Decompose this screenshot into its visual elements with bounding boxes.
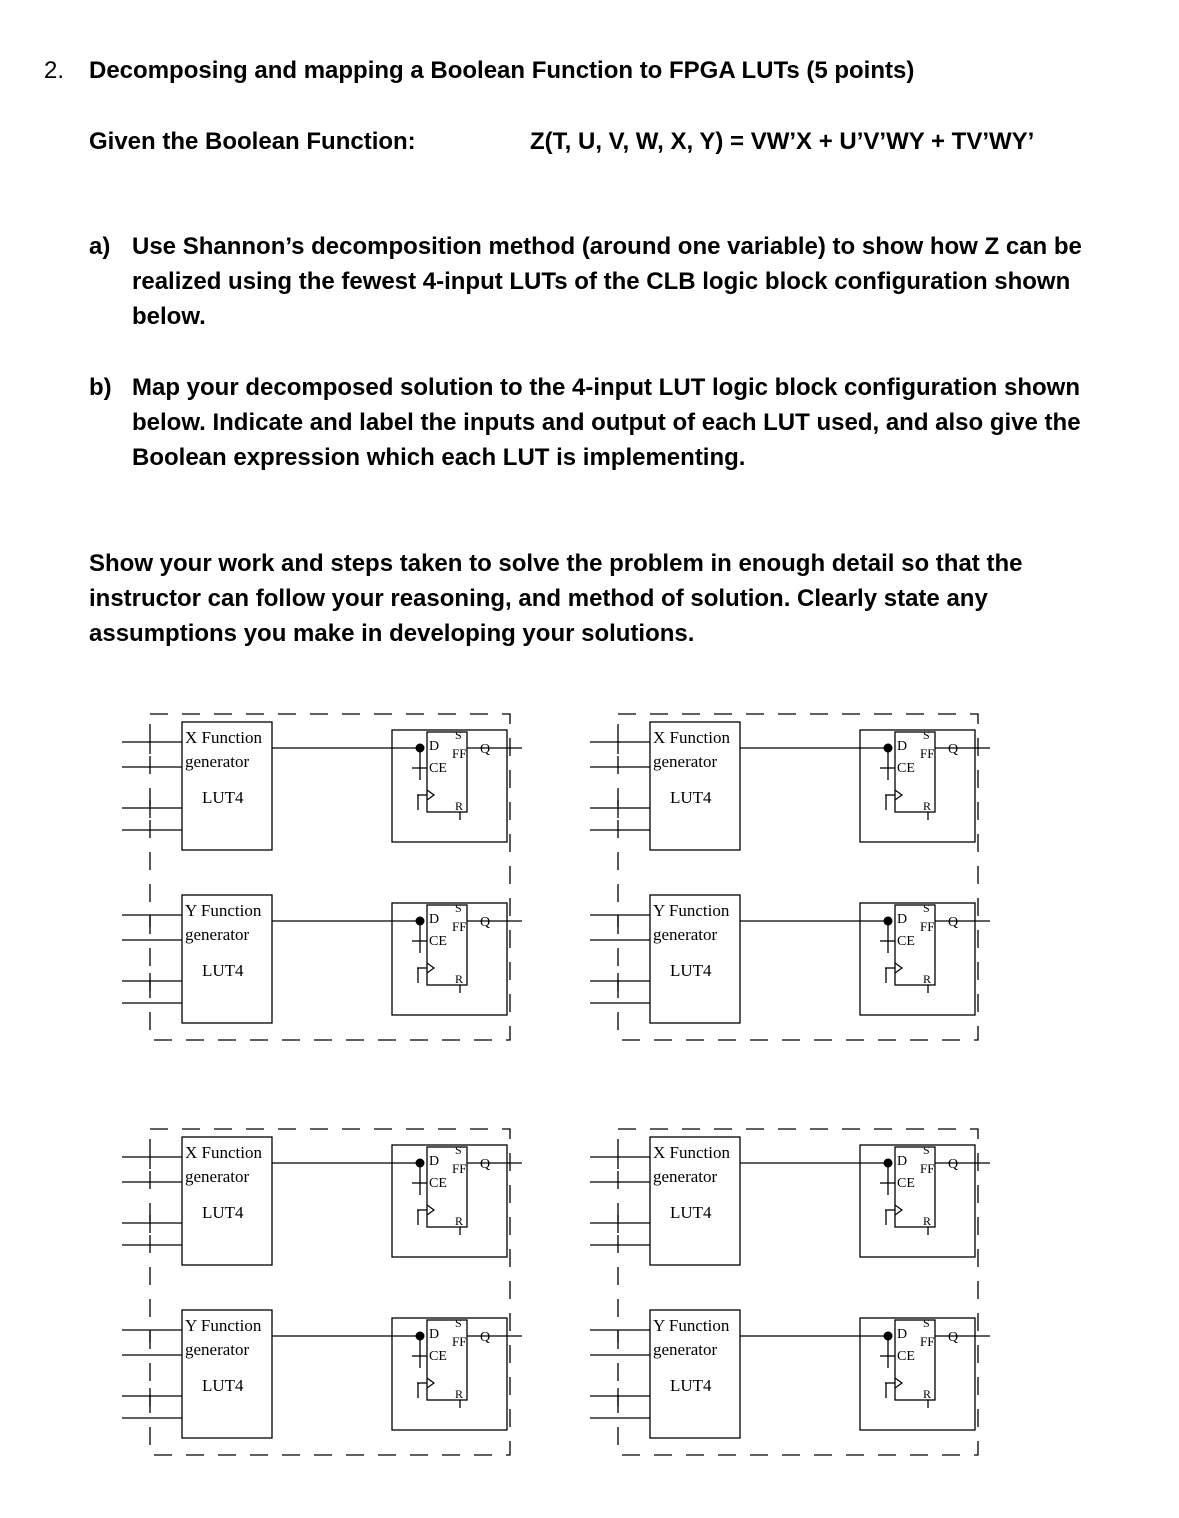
x-slice: [590, 1137, 990, 1265]
part-a-label: a): [89, 233, 111, 260]
part-b-text: Map your decomposed solution to the 4-input LUT logic block configuration shown below. Indicate and label the inputs and output of each LUT used, and also give the Boolean expression which each LUT is implementing.: [132, 374, 1081, 471]
ff-ff-label: FF: [920, 919, 935, 934]
ff-r-label: R: [923, 972, 932, 986]
ff-ff-label: FF: [452, 1161, 467, 1176]
ff-ce-label: CE: [429, 934, 447, 949]
y-slice: [122, 1310, 522, 1438]
ff-q-label: Q: [948, 1157, 959, 1172]
y-slice: [122, 895, 522, 1023]
ff-s-label: S: [455, 901, 462, 915]
ff-s-label: S: [455, 1143, 462, 1157]
lut4-label: LUT4: [670, 788, 712, 807]
ff-r-label: R: [455, 1214, 464, 1228]
x-slice: [122, 722, 522, 850]
ff-ce-label: CE: [429, 1349, 447, 1364]
ff-ff-label: FF: [920, 746, 935, 761]
ff-d-label: D: [897, 1327, 908, 1342]
function-generator-label: generator: [653, 752, 718, 771]
ff-r-label: R: [455, 799, 464, 813]
boolean-function: Z(T, U, V, W, X, Y) = VW’X + U’V’WY + TV’WY’: [530, 128, 1035, 155]
function-generator-label: generator: [185, 1340, 250, 1359]
ff-ce-label: CE: [429, 761, 447, 776]
y-slice: [590, 895, 990, 1023]
clb-block: [590, 714, 990, 1040]
function-generator-label: Y Function: [653, 1316, 730, 1335]
ff-q-label: Q: [948, 742, 959, 757]
function-generator-label: Y Function: [185, 901, 262, 920]
x-slice: [122, 1137, 522, 1265]
ff-q-label: Q: [480, 915, 491, 930]
lut4-label: LUT4: [670, 1376, 712, 1395]
ff-q-label: Q: [480, 742, 491, 757]
instructions: Show your work and steps taken to solve the problem in enough detail so that the instructor can follow your reasoning, and method of solution. Clearly state any assumptions you make in developing your solutions.: [89, 550, 1023, 647]
part-a-text: Use Shannon’s decomposition method (around one variable) to show how Z can be realized using the fewest 4-input LUTs of the CLB logic block configuration shown below.: [132, 233, 1082, 330]
clb-figure: [100, 700, 1100, 1500]
function-generator-label: generator: [185, 925, 250, 944]
lut4-label: LUT4: [202, 961, 244, 980]
ff-d-label: D: [897, 1154, 908, 1169]
y-slice: [590, 1310, 990, 1438]
lut4-label: LUT4: [670, 961, 712, 980]
ff-s-label: S: [923, 1316, 930, 1330]
function-generator-label: Y Function: [653, 901, 730, 920]
ff-s-label: S: [923, 728, 930, 742]
ff-q-label: Q: [948, 915, 959, 930]
ff-q-label: Q: [480, 1157, 491, 1172]
ff-r-label: R: [923, 1214, 932, 1228]
ff-d-label: D: [429, 912, 440, 927]
ff-ff-label: FF: [920, 1161, 935, 1176]
ff-ce-label: CE: [897, 1349, 915, 1364]
clb-diagram: [100, 700, 1100, 1500]
ff-d-label: D: [429, 739, 440, 754]
function-generator-label: generator: [653, 1340, 718, 1359]
part-b-label: b): [89, 374, 112, 401]
ff-d-label: D: [897, 912, 908, 927]
function-generator-label: generator: [185, 1167, 250, 1186]
ff-d-label: D: [429, 1154, 440, 1169]
ff-ff-label: FF: [452, 1334, 467, 1349]
ff-ff-label: FF: [920, 1334, 935, 1349]
ff-q-label: Q: [948, 1330, 959, 1345]
ff-d-label: D: [897, 739, 908, 754]
ff-r-label: R: [455, 972, 464, 986]
function-generator-label: generator: [653, 1167, 718, 1186]
ff-ce-label: CE: [897, 934, 915, 949]
ff-ff-label: FF: [452, 919, 467, 934]
function-generator-label: generator: [185, 752, 250, 771]
lut4-label: LUT4: [202, 1376, 244, 1395]
ff-s-label: S: [455, 1316, 462, 1330]
function-generator-label: X Function: [653, 728, 730, 747]
lut4-label: LUT4: [202, 1203, 244, 1222]
ff-ce-label: CE: [897, 761, 915, 776]
function-generator-label: Y Function: [185, 1316, 262, 1335]
function-generator-label: generator: [653, 925, 718, 944]
ff-ce-label: CE: [897, 1176, 915, 1191]
ff-r-label: R: [923, 799, 932, 813]
ff-r-label: R: [455, 1387, 464, 1401]
ff-s-label: S: [455, 728, 462, 742]
ff-r-label: R: [923, 1387, 932, 1401]
ff-ce-label: CE: [429, 1176, 447, 1191]
function-generator-label: X Function: [185, 1143, 262, 1162]
question-title: Decomposing and mapping a Boolean Function to FPGA LUTs (5 points): [89, 57, 915, 84]
ff-q-label: Q: [480, 1330, 491, 1345]
function-generator-label: X Function: [185, 728, 262, 747]
function-generator-label: X Function: [653, 1143, 730, 1162]
x-slice: [590, 722, 990, 850]
ff-d-label: D: [429, 1327, 440, 1342]
ff-s-label: S: [923, 901, 930, 915]
clb-block: [122, 1129, 522, 1455]
ff-s-label: S: [923, 1143, 930, 1157]
question-number: 2.: [44, 57, 65, 84]
given-label: Given the Boolean Function:: [89, 128, 416, 155]
clb-block: [590, 1129, 990, 1455]
lut4-label: LUT4: [670, 1203, 712, 1222]
clb-block: [122, 714, 522, 1040]
lut4-label: LUT4: [202, 788, 244, 807]
ff-ff-label: FF: [452, 746, 467, 761]
